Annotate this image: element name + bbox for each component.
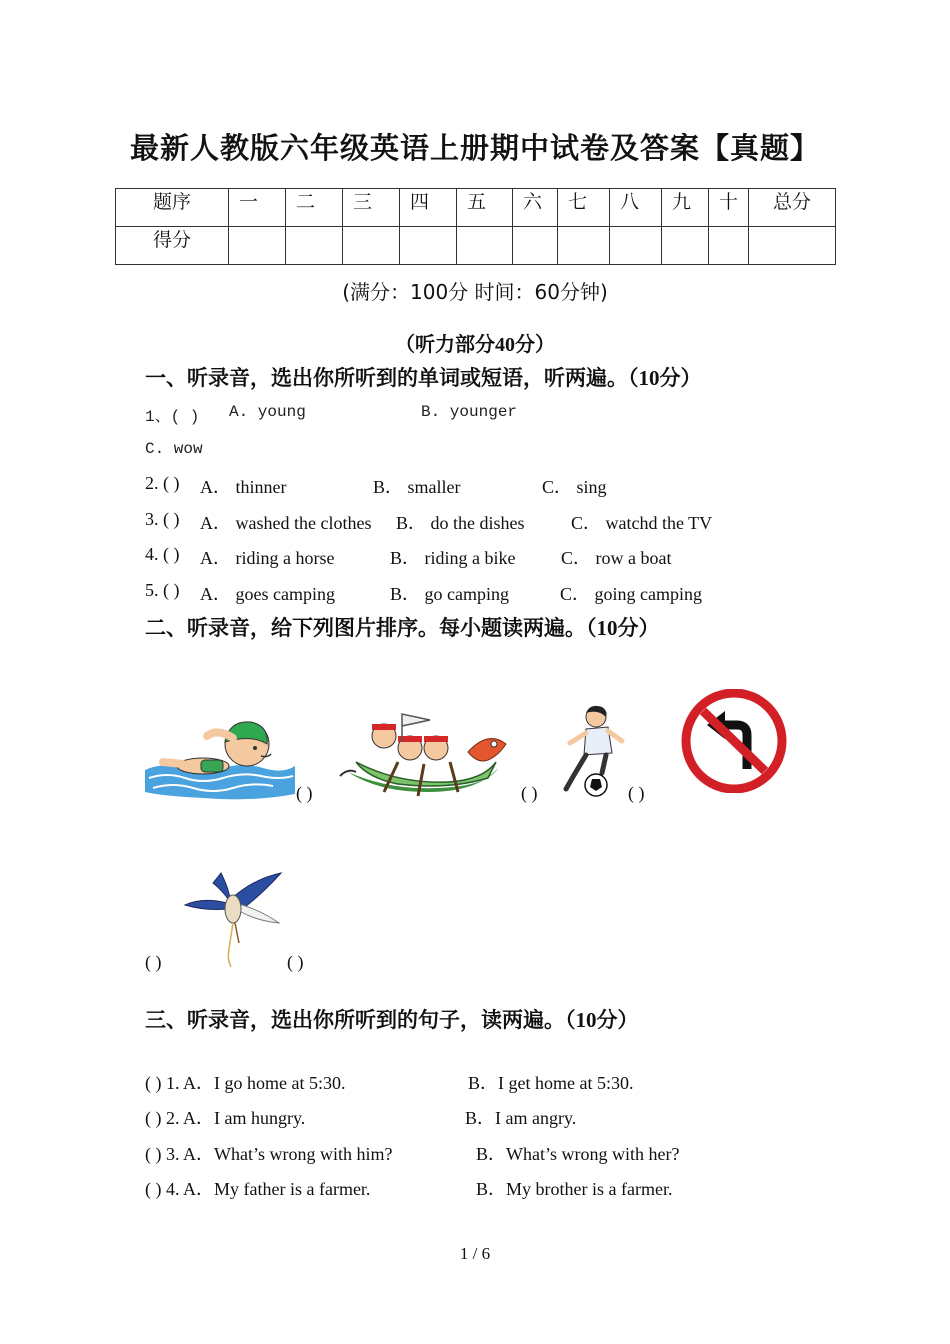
picture-4-answer-blank[interactable]: ( ) — [145, 952, 162, 972]
sentence-1-option-a: ( ) 1. A．I go home at 5:30. — [145, 1073, 346, 1093]
score-input-cell[interactable] — [513, 227, 558, 265]
score-input-cell[interactable] — [457, 227, 513, 265]
picture-2-answer-blank[interactable]: ( ) — [521, 783, 538, 803]
score-table-cell: 三 — [343, 189, 400, 227]
sentence-1-option-b: B．I get home at 5:30. — [468, 1073, 634, 1093]
question-3-prefix: 3. ( ) — [145, 509, 180, 529]
score-table-cell: 题序 — [116, 189, 229, 227]
score-input-cell[interactable] — [610, 227, 662, 265]
question-1-prefix: 1、( ) — [145, 408, 200, 426]
sentence-3-option-b: B．What’s wrong with her? — [476, 1144, 680, 1164]
question-3-option-a: A． washed the clothes — [200, 513, 372, 533]
question-3-option-b: B． do the dishes — [396, 513, 525, 533]
score-table-cell: 二 — [286, 189, 343, 227]
swallow-kite-picture — [183, 869, 283, 969]
score-table-cell: 八 — [610, 189, 662, 227]
question-5-prefix: 5. ( ) — [145, 580, 180, 600]
question-3-option-c: C． watchd the TV — [571, 513, 713, 533]
score-table-cell: 四 — [400, 189, 457, 227]
question-2-option-a: A． thinner — [200, 477, 287, 497]
question-4-option-c: C． row a boat — [561, 548, 672, 568]
score-input-cell[interactable] — [749, 227, 836, 265]
score-table-cell: 五 — [457, 189, 513, 227]
score-table-score-row — [116, 227, 836, 265]
score-table-cell: 总分 — [749, 189, 836, 227]
football-player-picture — [560, 703, 626, 799]
score-table-cell: 六 — [513, 189, 558, 227]
section1-heading: 一、听录音，选出你所听到的单词或短语，听两遍。（10分） — [145, 366, 702, 390]
sentence-2-option-a: ( ) 2. A．I am hungry. — [145, 1108, 306, 1128]
score-table-cell: 一 — [229, 189, 286, 227]
picture-5-answer-blank[interactable]: ( ) — [287, 952, 304, 972]
score-input-cell[interactable] — [662, 227, 709, 265]
question-2-prefix: 2. ( ) — [145, 473, 180, 493]
sentence-4-option-b: B．My brother is a farmer. — [476, 1179, 673, 1199]
sentence-4-option-a: ( ) 4. A．My father is a farmer. — [145, 1179, 371, 1199]
score-table-cell: 七 — [558, 189, 610, 227]
section3-heading: 三、听录音，选出你所听到的句子，读两遍。（10分） — [145, 1008, 639, 1032]
sentence-3-option-a: ( ) 3. A．What’s wrong with him? — [145, 1144, 393, 1164]
score-time-subtitle: (满分：100分 时间：60分钟) — [342, 280, 608, 304]
score-input-cell[interactable] — [229, 227, 286, 265]
question-2-option-c: C． sing — [542, 477, 607, 497]
section2-heading: 二、听录音，给下列图片排序。每小题读两遍。（10分） — [145, 616, 660, 640]
score-table-cell: 得分 — [116, 227, 229, 265]
question-1-option-c: C. wow — [145, 440, 203, 458]
score-table-cell: 九 — [662, 189, 709, 227]
score-table-header-row — [116, 189, 836, 227]
score-input-cell[interactable] — [558, 227, 610, 265]
question-4-option-a: A． riding a horse — [200, 548, 335, 568]
question-4-option-b: B． riding a bike — [390, 548, 516, 568]
score-table — [115, 188, 836, 265]
page-number: 1 / 6 — [459, 1244, 491, 1263]
no-left-turn-sign-icon — [681, 689, 787, 793]
score-input-cell[interactable] — [343, 227, 400, 265]
question-5-option-b: B． go camping — [390, 584, 509, 604]
question-4-prefix: 4. ( ) — [145, 544, 180, 564]
score-input-cell[interactable] — [709, 227, 749, 265]
score-table-cell: 十 — [709, 189, 749, 227]
listening-part-header: （听力部分40分） — [395, 334, 555, 356]
picture-1-answer-blank[interactable]: ( ) — [296, 783, 313, 803]
picture-3-answer-blank[interactable]: ( ) — [628, 783, 645, 803]
document-title: 最新人教版六年级英语上册期中试卷及答案【真题】 — [129, 133, 820, 165]
question-5-option-a: A． goes camping — [200, 584, 335, 604]
dragon-boat-picture — [338, 712, 510, 800]
question-1-option-a: A. young — [229, 403, 306, 421]
score-input-cell[interactable] — [286, 227, 343, 265]
swimming-picture — [143, 718, 298, 802]
sentence-2-option-b: B．I am angry. — [465, 1108, 577, 1128]
question-5-option-c: C． going camping — [560, 584, 702, 604]
question-2-option-b: B． smaller — [373, 477, 461, 497]
score-input-cell[interactable] — [400, 227, 457, 265]
question-1-option-b: B. younger — [421, 403, 518, 421]
